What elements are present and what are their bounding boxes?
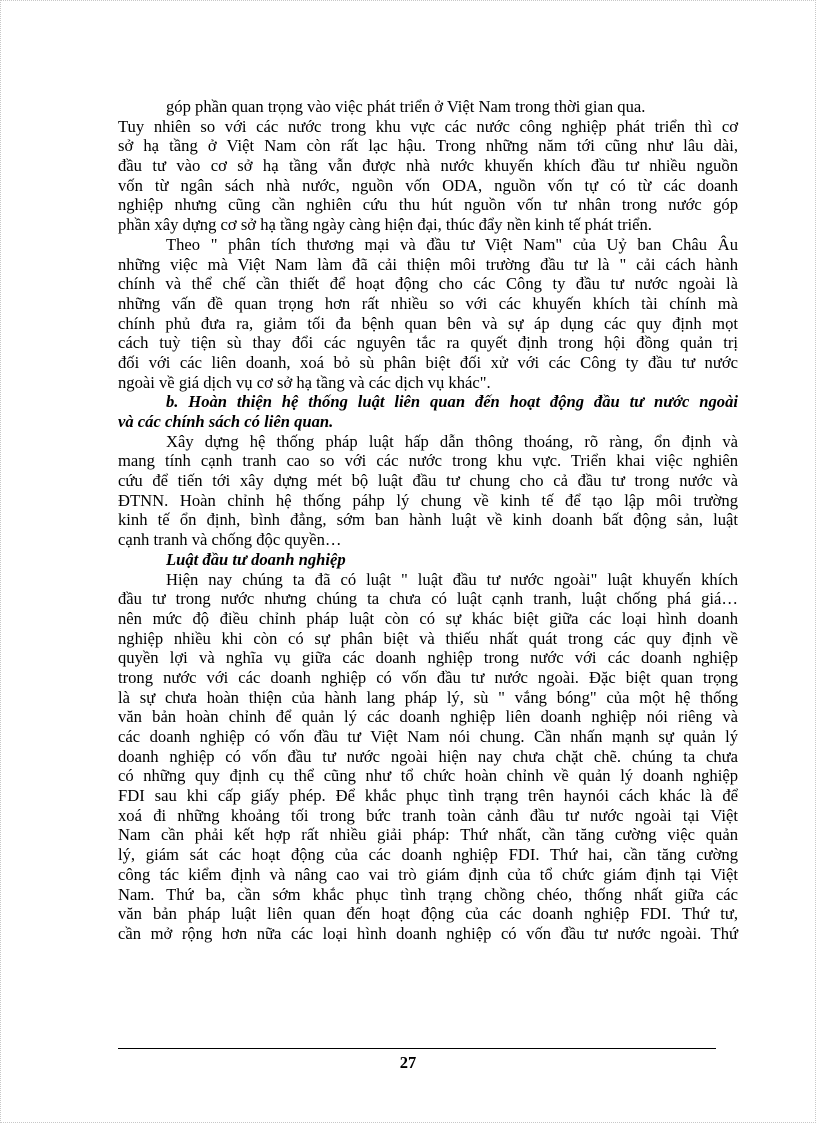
text-line: là sự chưa hoàn thiện của hành lang pháp lý, sù " vắng bóng" của một hệ thống (118, 687, 738, 707)
text-line: trong nước với các doanh nghiệp có vốn đầu tư nước ngoài. Đặc biệt quan trọng (118, 667, 738, 687)
text-line: chính và thể chế cần thiết để hoạt động cho các Công ty đầu tư nước ngoài là (118, 274, 738, 294)
text-line: doanh nghiệp có vốn đầu tư nước ngoài hiện nay chưa chặt chẽ. chúng ta chưa (118, 746, 738, 766)
text-line: Nam cần phải kết hợp rất nhiều giải pháp: Thứ nhất, cần tăng cường việc quản (118, 825, 738, 845)
text-line: nghiệp nhiều khi còn có sự phân biệt và thiếu nhất quát trong các quy định về (118, 628, 738, 648)
text-line: lý, giám sát các hoạt động của các doanh nghiệp FDI. Thứ hai, cần tăng cường (118, 845, 738, 865)
text-line: những việc mà Việt Nam làm đã cải thiện môi trường đầu tư là " cải cách hành (118, 254, 738, 274)
text-line: công tác kiểm định và nâng cao vai trò giám định của tổ chức giám định tại Việt (118, 864, 738, 884)
page-number: 27 (399, 1053, 417, 1072)
text-line: văn bản pháp luật liên quan đến hoạt động của các doanh nghiệp FDI. Thứ tư, (118, 904, 738, 924)
text-line: Tuy nhiên so với các nước trong khu vực các nước công nghiệp phát triển thì cơ (118, 116, 738, 136)
footer-rule (118, 1048, 716, 1049)
text-line: FDI sau khi cấp giấy phép. Để khắc phục tình trạng trên haynói cách khác là để (118, 786, 738, 806)
text-line: những vấn đề quan trọng hơn rất nhiều so với các khuyến khích tài chính mà (118, 293, 738, 313)
text-line: quyền lợi và nghĩa vụ giữa các doanh nghiệp trong nước với các doanh nghiệp (118, 648, 738, 668)
text-line: kinh tế ổn định, bình đẳng, sớm ban hành luật về kinh doanh bất động sản, luật (118, 510, 738, 530)
text-line: văn bản hoàn chỉnh để quản lý các doanh nghiệp liên doanh nghiệp nói riêng và (118, 707, 738, 727)
text-line: cạnh tranh và chống độc quyền… (118, 530, 342, 550)
text-line: Xây dựng hệ thống pháp luật hấp dẫn thông thoáng, rõ ràng, ổn định và (166, 431, 738, 451)
text-line: nên mức độ điều chỉnh pháp luật còn có sự khác biệt giữa các loại hình doanh (118, 608, 738, 628)
text-line: đầu tư trong nước nhưng chúng ta chưa có luật cạnh tranh, luật chống phá giá… (118, 589, 738, 609)
text-line: xoá đi những khoảng tối trong bức tranh toàn cảnh đầu tư nước ngoài tại Việt (118, 805, 738, 825)
section-heading: và các chính sách có liên quan. (118, 412, 334, 431)
text-line: ĐTNN. Hoàn chỉnh hệ thống páhp lý chung về kinh tế để tạo lập môi trường (118, 490, 738, 510)
text-line: đầu tư vào cơ sở hạ tầng vẫn được nhà nước khuyến khích đầu tư nhiều nguồn (118, 156, 738, 176)
text-line: Nam. Thứ ba, cần sớm khắc phục tình trạng chồng chéo, thống nhất giữa các (118, 884, 738, 904)
document-body (118, 97, 738, 944)
text-line: các doanh nghiệp có vốn đầu tư Việt Nam nói chung. Cần nhấn mạnh sự quản lý (118, 727, 738, 746)
text-line: mang tính cạnh tranh cao so với các nước trong khu vực. Triển khai việc nghiên (118, 451, 738, 471)
text-line: vốn từ ngân sách nhà nước, nguồn vốn ODA, nguồn vốn tự có từ các doanh (118, 175, 738, 195)
text-line: sở hạ tầng ở Việt Nam còn rất lạc hậu. Trong những năm tới cũng như lâu dài, (118, 136, 738, 156)
text-line: cứu để tiến tới xây dựng mét bộ luật đầu tư chung cho cả đầu tư trong nước và (118, 471, 738, 491)
text-line: cần mở rộng hơn nữa các loại hình doanh nghiệp có vốn đầu tư nước ngoài. Thứ (118, 923, 738, 943)
text-line: chính phủ đưa ra, giảm tối đa bệnh quan bên và sự áp dụng các quy định mọt (118, 313, 738, 333)
section-heading: b. Hoàn thiện hệ thống luật liên quan đến hoạt động đầu tư nước ngoài (166, 392, 738, 412)
subsection-heading: Luật đầu tư doanh nghiệp (166, 549, 346, 569)
text-line: có những quy định cụ thể cũng như tổ chức hoàn chỉnh về quản lý doanh nghiệp (118, 766, 738, 786)
text-line: ngoài về giá dịch vụ cơ sở hạ tầng và các dịch vụ khác". (118, 372, 491, 392)
text-line: cách tuỳ tiện sù thay đổi các nguyên tắc ra quyết định trong hội đồng quản trị (118, 333, 738, 353)
text-line: Theo " phân tích thương mại và đầu tư Việt Nam" của Uỷ ban Châu Âu (166, 234, 738, 254)
text-line: Hiện nay chúng ta đã có luật " luật đầu tư nước ngoài" luật khuyến khích (166, 569, 738, 589)
text-line: nghiệp nhưng cũng cần nghiên cứu thu hút nguồn vốn tư nhân trong nước góp (118, 195, 738, 215)
text-line: phần xây dựng cơ sở hạ tầng ngày càng hiện đại, thúc đẩy nền kinh tế phát triển. (118, 215, 652, 235)
text-line: đối với các liên doanh, xoá bỏ sù phân biệt đối xử với các Công ty đầu tư nước (118, 352, 738, 372)
text-line: góp phần quan trọng vào việc phát triển ở Việt Nam trong thời gian qua. (166, 97, 646, 116)
